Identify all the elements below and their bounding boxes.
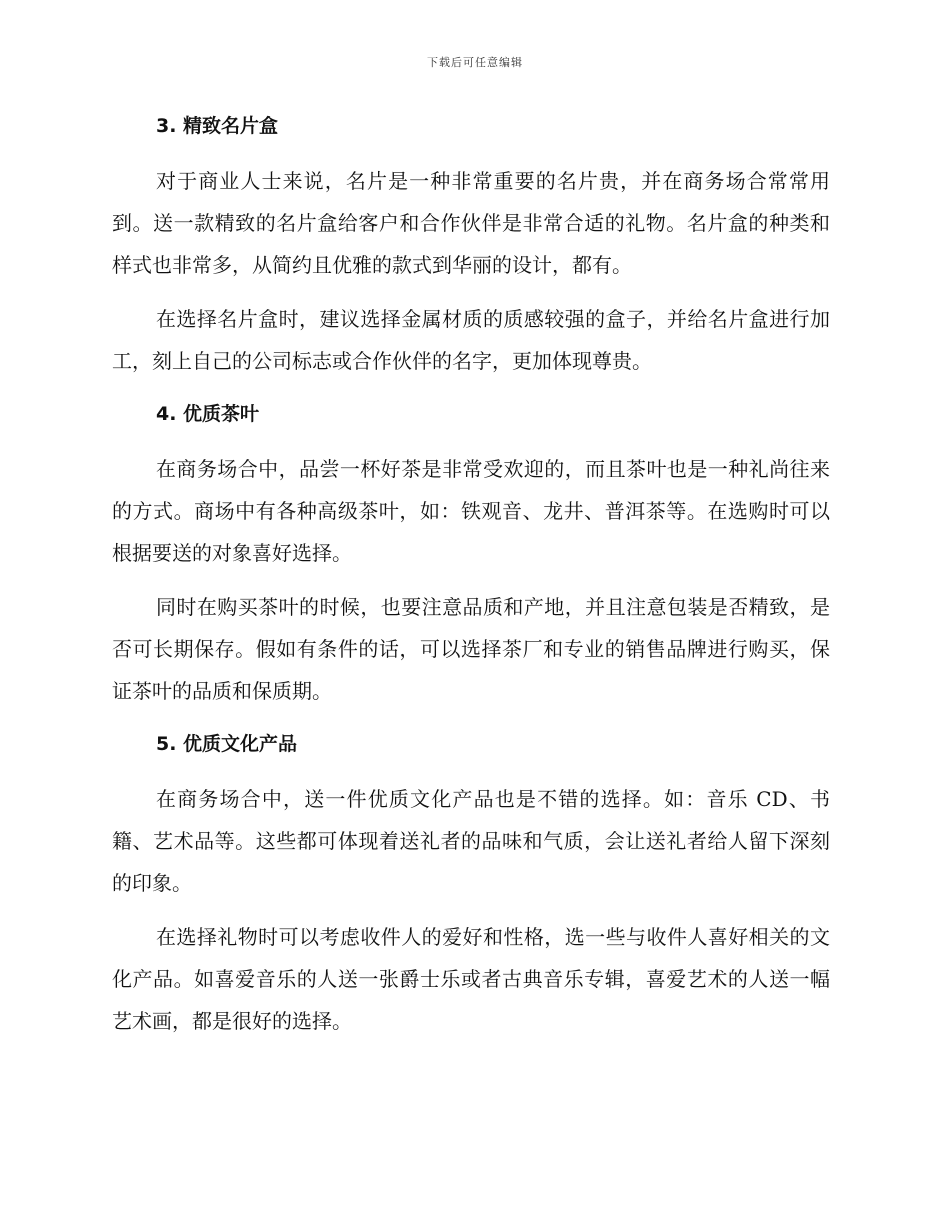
section-business-card-box [112, 108, 830, 382]
paragraph: 在选择礼物时可以考虑收件人的爱好和性格，选一些与收件人喜好相关的文化产品。如喜爱音乐的人送一张爵士乐或者古典音乐专辑，喜爱艺术的人送一幅艺术画，都是很好的选择。 [112, 925, 830, 1033]
section-title: 3. 精致名片盒 [156, 115, 279, 137]
section-title: 5. 优质文化产品 [156, 733, 298, 755]
page-header: 下载后可任意编辑 [427, 56, 523, 69]
paragraph: 同时在购买茶叶的时候，也要注意品质和产地，并且注意包装是否精致，是否可长期保存。假如有条件的话，可以选择茶厂和专业的销售品牌进行购买，保证茶叶的品质和保质期。 [112, 595, 830, 703]
paragraph: 在商务场合中，送一件优质文化产品也是不错的选择。如：音乐 CD、书籍、艺术品等。这些都可体现着送礼者的品味和气质，会让送礼者给人留下深刻的印象。 [112, 787, 830, 895]
section-quality-tea [112, 396, 830, 712]
paragraph: 对于商业人士来说，名片是一种非常重要的名片贵，并在商务场合常常用到。送一款精致的名片盒给客户和合作伙伴是非常合适的礼物。名片盒的种类和样式也非常多，从简约且优雅的款式到华丽的设计，都有。 [112, 169, 830, 277]
paragraph: 在商务场合中，品尝一杯好茶是非常受欢迎的，而且茶叶也是一种礼尚往来的方式。商场中有各种高级茶叶，如：铁观音、龙井、普洱茶等。在选购时可以根据要送的对象喜好选择。 [112, 457, 830, 565]
document-body [112, 108, 830, 1054]
section-title: 4. 优质茶叶 [156, 403, 260, 425]
section-cultural-products [112, 726, 830, 1042]
paragraph: 在选择名片盒时，建议选择金属材质的质感较强的盒子，并给名片盒进行加工，刻上自己的公司标志或合作伙伴的名字，更加体现尊贵。 [112, 307, 830, 373]
